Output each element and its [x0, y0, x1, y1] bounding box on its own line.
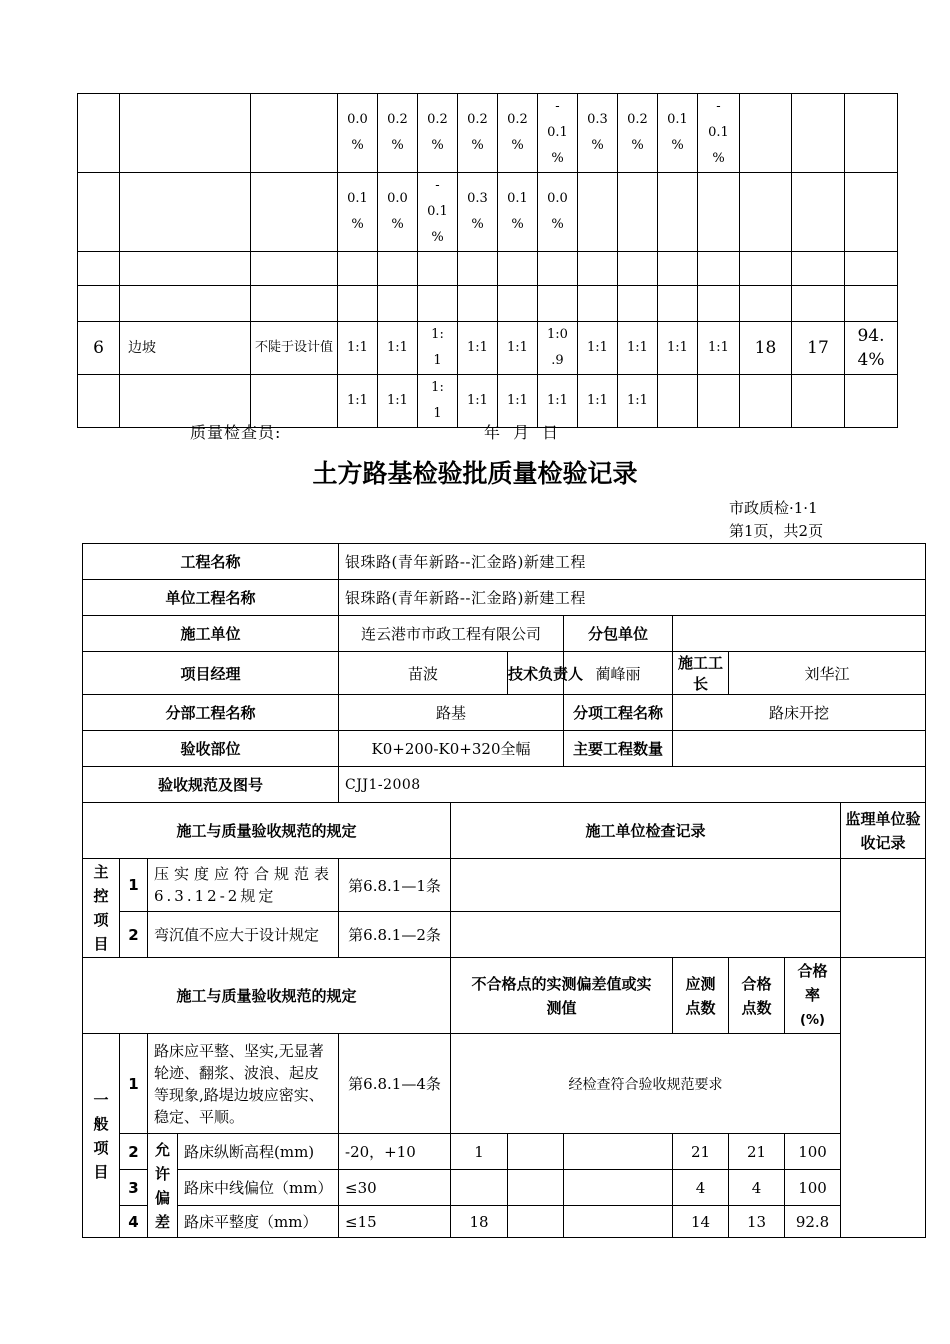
- row-should: 14: [673, 1206, 729, 1238]
- contractor-label: 施工单位: [83, 616, 339, 652]
- s2-pass-header: 合格点数: [729, 958, 785, 1034]
- table-cell: [845, 252, 898, 286]
- table-cell: - 0.1 %: [698, 94, 740, 173]
- table-cell: [498, 286, 538, 322]
- form-code: 市政质检·1·1: [729, 499, 818, 517]
- table-cell: 0.0 %: [378, 173, 418, 252]
- table-cell: 1:1: [378, 322, 418, 375]
- row-limit: ≤30: [339, 1170, 451, 1206]
- table-cell: 0.2 %: [418, 94, 458, 173]
- s1-supervisor-record: [841, 859, 926, 958]
- table-cell: 0.3 %: [578, 94, 618, 173]
- pm: 苗波: [339, 652, 508, 695]
- table-cell: 18: [740, 322, 792, 375]
- table-cell: 1:1: [458, 375, 498, 428]
- table-cell: [658, 375, 698, 428]
- row-no: 3: [120, 1170, 148, 1206]
- table-cell: [618, 173, 658, 252]
- table-cell: 1: 1: [418, 322, 458, 375]
- table-cell: [498, 252, 538, 286]
- table-cell: - 0.1 %: [538, 94, 578, 173]
- measurement-table: [77, 93, 898, 428]
- table-cell: 1:0 .9: [538, 322, 578, 375]
- table-cell: [251, 94, 338, 173]
- s2-rule-header: 施工与质量验收规范的规定: [83, 958, 451, 1034]
- row-dev-1: 1: [451, 1134, 508, 1170]
- table-row: [78, 94, 898, 173]
- table-row: [78, 173, 898, 252]
- row-dev-2: [508, 1170, 564, 1206]
- table-cell: [251, 286, 338, 322]
- table-row: [83, 1134, 926, 1170]
- table-cell: [792, 286, 845, 322]
- row-dev-3: [564, 1134, 673, 1170]
- table-cell: [698, 286, 740, 322]
- general-group: 一 般 项 目: [83, 1034, 120, 1238]
- table-cell: [740, 94, 792, 173]
- spec: CJJ1-2008: [339, 767, 926, 803]
- unit-project: 银珠路(青年新路--汇金路)新建工程: [339, 580, 926, 616]
- s1-item-clause: 第6.8.1—2条: [339, 912, 451, 958]
- row-rate: 100: [785, 1170, 841, 1206]
- table-cell: 1:1: [698, 322, 740, 375]
- s1-item-no: 2: [120, 912, 148, 958]
- table-cell: [740, 173, 792, 252]
- row-no: 4: [120, 1206, 148, 1238]
- table-cell: 94. 4%: [845, 322, 898, 375]
- row-name: 路床平整度（mm）: [178, 1206, 339, 1238]
- s2-item-clause: 第6.8.1—4条: [339, 1034, 451, 1134]
- table-cell: [698, 375, 740, 428]
- table-cell: 1:1: [578, 375, 618, 428]
- s2-item-no: 1: [120, 1034, 148, 1134]
- row-should: 21: [673, 1134, 729, 1170]
- table-cell: [78, 375, 120, 428]
- table-cell: [251, 252, 338, 286]
- s1-rule-header: 施工与质量验收规范的规定: [83, 803, 451, 859]
- main-control-group: 主 控 项 目: [83, 859, 120, 958]
- table-cell: 1: 1: [418, 375, 458, 428]
- s2-should-header: 应测点数: [673, 958, 729, 1034]
- table-cell: 0.0 %: [338, 94, 378, 173]
- table-cell: [698, 173, 740, 252]
- table-cell: 17: [792, 322, 845, 375]
- s2-rate-unit: (%): [800, 1012, 825, 1028]
- s2-supervisor-record: [841, 958, 926, 1238]
- table-cell: [78, 94, 120, 173]
- table-cell: 1:1: [458, 322, 498, 375]
- table-cell: [740, 375, 792, 428]
- project-name: 银珠路(青年新路--汇金路)新建工程: [339, 544, 926, 580]
- s2-deviation-header: 不合格点的实测偏差值或实测值: [451, 958, 673, 1034]
- subdivision-label: 分项工程名称: [564, 695, 673, 731]
- inspector-label: 质量检查员:: [190, 423, 282, 442]
- location-label: 验收部位: [83, 731, 339, 767]
- table-cell: 0.1 %: [658, 94, 698, 173]
- table-cell: [618, 286, 658, 322]
- row-no: 2: [120, 1134, 148, 1170]
- row-dev-3: [564, 1206, 673, 1238]
- table-cell: [845, 375, 898, 428]
- table-cell: [418, 252, 458, 286]
- table-cell: 0.2 %: [458, 94, 498, 173]
- s1-item-record: [451, 859, 841, 912]
- s1-item-text: 弯沉值不应大于设计规定: [148, 912, 339, 958]
- s1-item-no: 1: [120, 859, 148, 912]
- table-cell: 1:1: [578, 322, 618, 375]
- s1-item-clause: 第6.8.1—1条: [339, 859, 451, 912]
- table-cell: [792, 375, 845, 428]
- table-cell: 1:1: [618, 375, 658, 428]
- table-cell: [658, 173, 698, 252]
- contractor: 连云港市市政工程有限公司: [339, 616, 564, 652]
- s1-item-text: 压实度应符合规范表6.3.12-2规定: [148, 859, 339, 912]
- table-cell: [658, 252, 698, 286]
- quantity-label: 主要工程数量: [564, 731, 673, 767]
- table-row: [78, 322, 898, 375]
- table-cell: 1:1: [498, 375, 538, 428]
- table-cell: 1:1: [618, 322, 658, 375]
- table-cell: [845, 173, 898, 252]
- document-title: 土方路基检验批质量检验记录: [312, 459, 638, 488]
- table-cell: [740, 252, 792, 286]
- table-cell: 1:1: [658, 322, 698, 375]
- table-cell: 0.3 %: [458, 173, 498, 252]
- division-label: 分部工程名称: [83, 695, 339, 731]
- row-limit: -20，+10: [339, 1134, 451, 1170]
- table-cell: 0.2 %: [618, 94, 658, 173]
- table-cell: [458, 252, 498, 286]
- table-cell: 0.2 %: [498, 94, 538, 173]
- table-cell: [845, 94, 898, 173]
- table-cell: 0.1 %: [498, 173, 538, 252]
- table-cell: 0.2 %: [378, 94, 418, 173]
- table-cell: [338, 286, 378, 322]
- row-pass: 21: [729, 1134, 785, 1170]
- table-cell: [792, 252, 845, 286]
- table-cell: [120, 94, 251, 173]
- tolerance-label: 允 许 偏 差: [148, 1134, 178, 1238]
- tech-lead: 蔺峰丽: [564, 652, 673, 695]
- table-cell: [458, 286, 498, 322]
- table-cell: [120, 252, 251, 286]
- table-row: [78, 286, 898, 322]
- quantity: [673, 731, 926, 767]
- inspection-form: [82, 543, 926, 1238]
- table-cell: [120, 286, 251, 322]
- location: K0+200-K0+320全幅: [339, 731, 564, 767]
- table-cell: 1:1: [538, 375, 578, 428]
- foreman: 刘华江: [729, 652, 926, 695]
- row-limit: ≤15: [339, 1206, 451, 1238]
- table-cell: 0.0 %: [538, 173, 578, 252]
- row-dev-3: [564, 1170, 673, 1206]
- table-cell: 1:1: [338, 375, 378, 428]
- row-dev-2: [508, 1134, 564, 1170]
- table-cell: [120, 173, 251, 252]
- s2-rate-header: [785, 958, 841, 1034]
- spec-label: 验收规范及图号: [83, 767, 339, 803]
- foreman-label: 施工工长: [673, 652, 729, 695]
- table-cell: [698, 252, 740, 286]
- s1-item-record: [451, 912, 841, 958]
- pm-label: 项目经理: [83, 652, 339, 695]
- table-cell: [578, 286, 618, 322]
- table-cell: - 0.1 %: [418, 173, 458, 252]
- table-cell: 1:1: [378, 375, 418, 428]
- table-cell: [658, 286, 698, 322]
- s2-item-text: 路床应平整、坚实,无显著轮迹、翻浆、波浪、起皮等现象,路堤边坡应密实、稳定、平顺。: [148, 1034, 339, 1134]
- row-dev-1: [451, 1170, 508, 1206]
- table-cell: [418, 286, 458, 322]
- table-cell: 不陡于设计值: [251, 322, 338, 375]
- row-pass: 13: [729, 1206, 785, 1238]
- row-dev-1: 18: [451, 1206, 508, 1238]
- row-name: 路床中线偏位（mm）: [178, 1170, 339, 1206]
- table-row: [83, 1206, 926, 1238]
- table-cell: [538, 286, 578, 322]
- table-cell: [78, 286, 120, 322]
- row-rate: 92.8: [785, 1206, 841, 1238]
- table-cell: [251, 173, 338, 252]
- table-cell: [578, 252, 618, 286]
- table-cell: [792, 173, 845, 252]
- table-cell: 1:1: [498, 322, 538, 375]
- s2-item-result: 经检查符合验收规范要求: [451, 1034, 841, 1134]
- row-rate: 100: [785, 1134, 841, 1170]
- row-pass: 4: [729, 1170, 785, 1206]
- s2-rate-label: 合格率: [797, 961, 828, 1004]
- row-dev-2: [508, 1206, 564, 1238]
- table-cell: [740, 286, 792, 322]
- table-cell: 6: [78, 322, 120, 375]
- table-cell: [338, 252, 378, 286]
- unit-project-label: 单位工程名称: [83, 580, 339, 616]
- date-label: 年 月 日: [484, 423, 559, 442]
- table-cell: [378, 286, 418, 322]
- page-info: 第1页，共2页: [729, 522, 824, 540]
- table-cell: [538, 252, 578, 286]
- tech-lead-label: 技术负责人: [508, 652, 564, 695]
- row-should: 4: [673, 1170, 729, 1206]
- division: 路基: [339, 695, 564, 731]
- table-row: [78, 252, 898, 286]
- project-name-label: 工程名称: [83, 544, 339, 580]
- table-cell: [78, 252, 120, 286]
- table-cell: [378, 252, 418, 286]
- table-cell: [78, 173, 120, 252]
- table-row: [83, 1170, 926, 1206]
- table-cell: [792, 94, 845, 173]
- table-cell: [618, 252, 658, 286]
- s1-check-header: 施工单位检查记录: [451, 803, 841, 859]
- table-cell: [845, 286, 898, 322]
- table-cell: 1:1: [338, 322, 378, 375]
- table-cell: 0.1 %: [338, 173, 378, 252]
- subdivision: 路床开挖: [673, 695, 926, 731]
- table-cell: [578, 173, 618, 252]
- subcontractor: [673, 616, 926, 652]
- subcontractor-label: 分包单位: [564, 616, 673, 652]
- table-cell: 边坡: [120, 322, 251, 375]
- row-name: 路床纵断高程(mm): [178, 1134, 339, 1170]
- s1-supervisor-header: 监理单位验收记录: [841, 803, 926, 859]
